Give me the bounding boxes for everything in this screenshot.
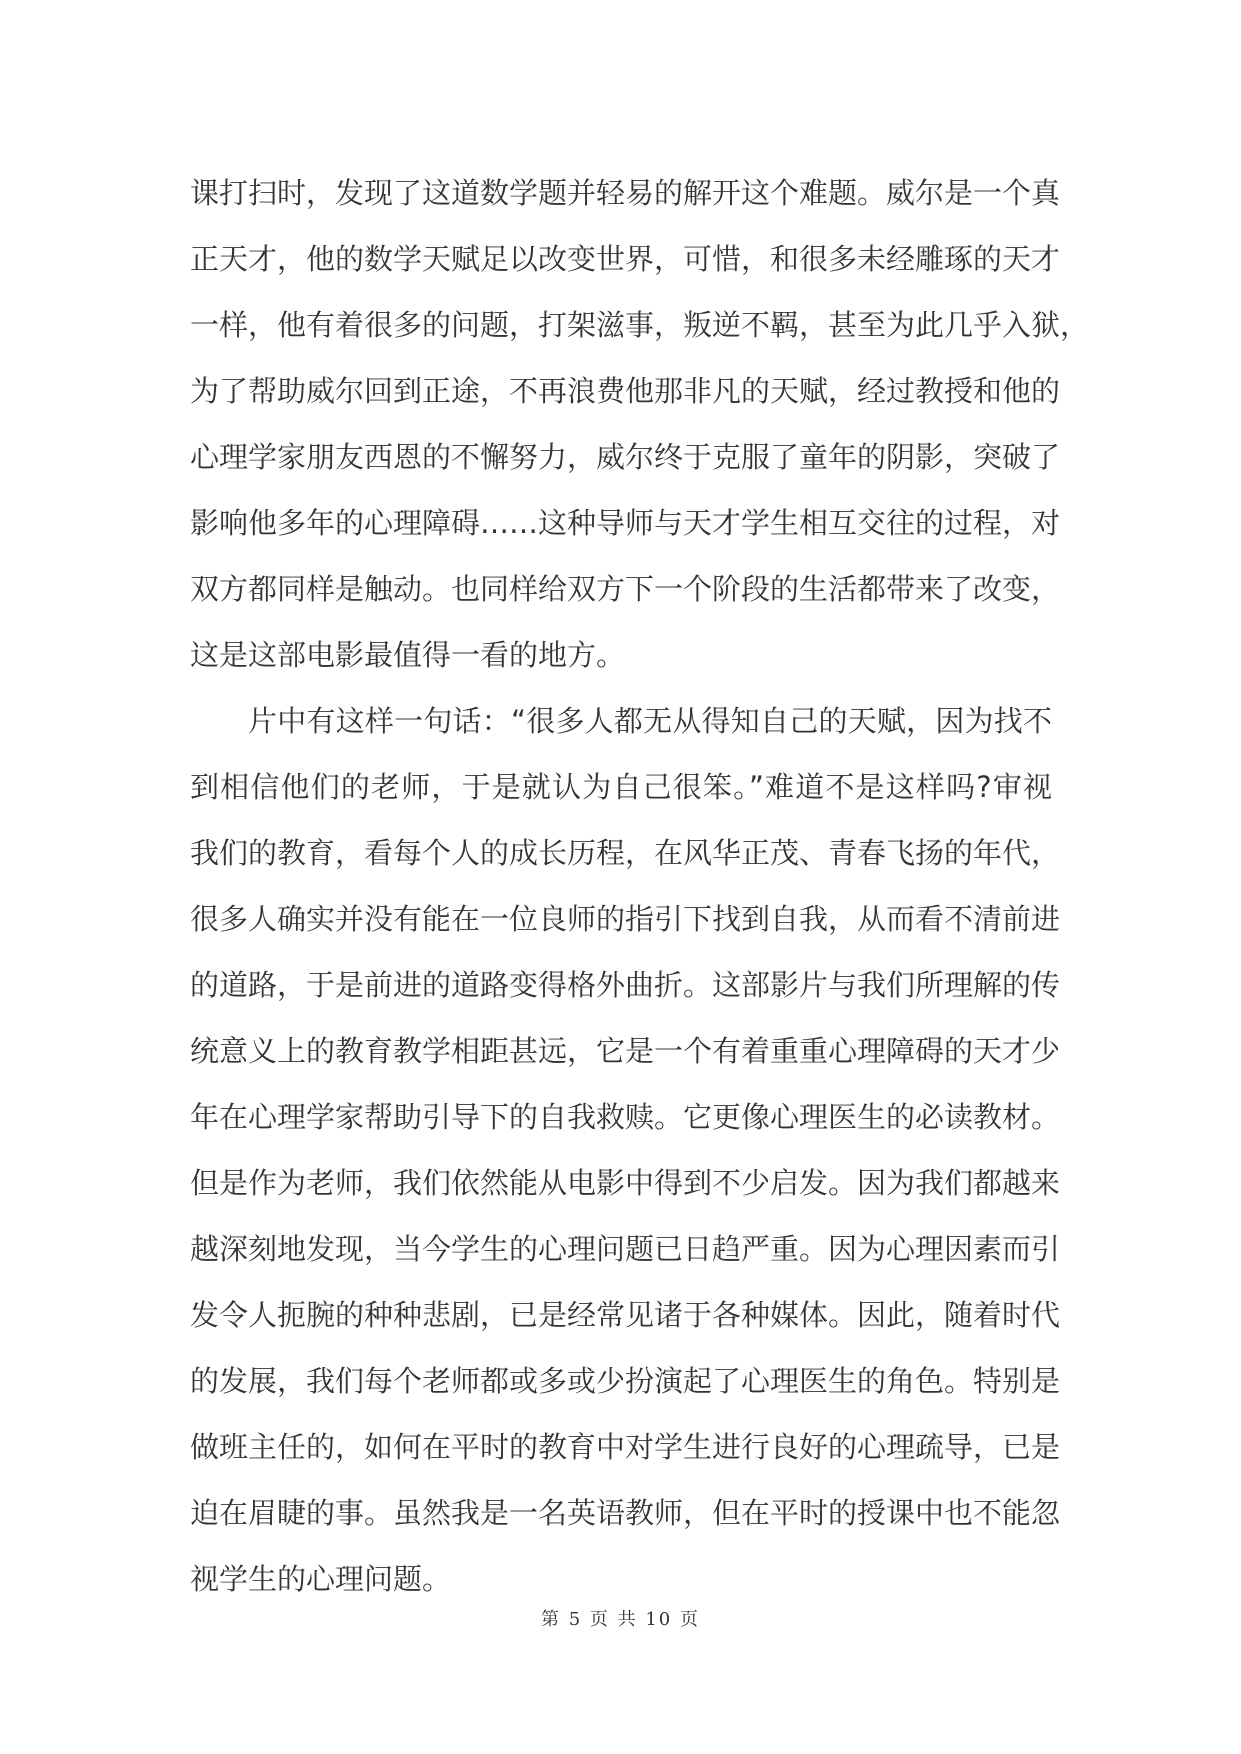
text-line: 为了帮助威尔回到正途，不再浪费他那非凡的天赋，经过教授和他的	[190, 374, 1061, 408]
paragraph	[190, 688, 1061, 1612]
text-line: 统意义上的教育教学相距甚远，它是一个有着重重心理障碍的天才少	[190, 1034, 1061, 1068]
text-line: 片中有这样一句话：“很多人都无从得知自己的天赋，因为找不	[248, 704, 1052, 738]
text-line: 影响他多年的心理障碍……这种导师与天才学生相互交往的过程，对	[190, 506, 1061, 540]
text-line: 一样，他有着很多的问题，打架滋事，叛逆不羁，甚至为此几乎入狱，	[190, 308, 1090, 342]
text-line: 心理学家朋友西恩的不懈努力，威尔终于克服了童年的阴影，突破了	[190, 440, 1061, 474]
text-line: 这是这部电影最值得一看的地方。	[190, 638, 626, 672]
text-line: 正天才，他的数学天赋足以改变世界，可惜，和很多未经雕琢的天才	[190, 242, 1061, 276]
text-line: 双方都同样是触动。也同样给双方下一个阶段的生活都带来了改变，	[190, 572, 1061, 606]
text-line: 我们的教育，看每个人的成长历程，在风华正茂、青春飞扬的年代，	[190, 836, 1061, 870]
text-line: 课打扫时，发现了这道数学题并轻易的解开这个难题。威尔是一个真	[190, 176, 1061, 210]
text-line: 到相信他们的老师，于是就认为自己很笨。”难道不是这样吗?审视	[190, 770, 1052, 804]
body-text	[190, 160, 1090, 1612]
page-footer: 第 5 页 共 10 页	[541, 1609, 700, 1630]
text-line: 但是作为老师，我们依然能从电影中得到不少启发。因为我们都越来	[190, 1166, 1061, 1200]
text-line: 很多人确实并没有能在一位良师的指引下找到自我，从而看不清前进	[190, 902, 1061, 936]
paragraph	[190, 160, 1090, 688]
text-line: 的发展，我们每个老师都或多或少扮演起了心理医生的角色。特别是	[190, 1364, 1061, 1398]
text-line: 迫在眉睫的事。虽然我是一名英语教师，但在平时的授课中也不能忽	[190, 1496, 1061, 1530]
text-line: 视学生的心理问题。	[190, 1562, 452, 1596]
text-line: 做班主任的，如何在平时的教育中对学生进行良好的心理疏导，已是	[190, 1430, 1061, 1464]
text-line: 越深刻地发现，当今学生的心理问题已日趋严重。因为心理因素而引	[190, 1232, 1061, 1266]
text-line: 年在心理学家帮助引导下的自我救赎。它更像心理医生的必读教材。	[190, 1100, 1061, 1134]
text-line: 的道路，于是前进的道路变得格外曲折。这部影片与我们所理解的传	[190, 968, 1061, 1002]
text-line: 发令人扼腕的种种悲剧，已是经常见诸于各种媒体。因此，随着时代	[190, 1298, 1061, 1332]
